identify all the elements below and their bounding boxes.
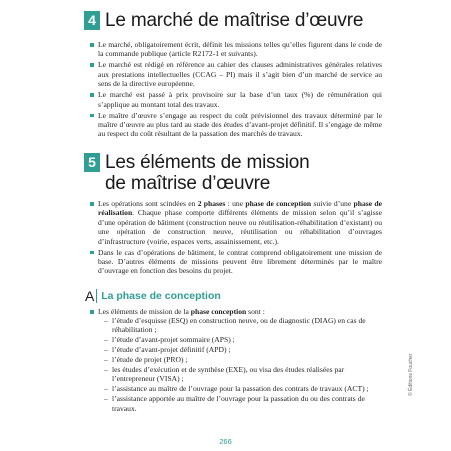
publisher-credit: © Éditions Foucher	[408, 353, 414, 396]
subsection-title: La phase de conception	[101, 290, 221, 302]
list-item: – l’étude de projet (PRO) ;	[104, 355, 379, 364]
section-4-bullet: Le maître d’œuvre s’engage au respect du coût prévisionnel des travaux déterminé par le maître d’œuvre au plus tard au stade des études d’avant-projet définitif. Il s’engage de même au respect du coût résultant de la passation des marchés de travaux.	[90, 111, 382, 139]
section-4-bullet: Le marché, obligatoirement écrit, définit les missions telles qu’elles figurent dans le code de la commande publique (article R2172-1 et suivants).	[90, 40, 382, 59]
conception-elements-list	[104, 316, 379, 414]
bold-text: phase conception	[190, 307, 247, 316]
section-5-title-line2: de maîtrise d’œuvre	[105, 173, 271, 194]
section-4-heading	[84, 10, 363, 31]
section-5-bullet	[90, 199, 382, 246]
bullet-text: sont :	[246, 307, 265, 316]
section-5-title	[105, 152, 310, 194]
bullet-text: : une	[225, 199, 246, 208]
list-item: – l’étude d’esquisse (ESQ) en construction neuve, ou de diagnostic (DIAG) en cas de réhabilitation ;	[104, 316, 379, 335]
section-4-title: Le marché de maîtrise d’œuvre	[105, 10, 364, 31]
section-5-bullet: Dans le cas d’opérations de bâtiment, le contrat comprend obligatoirement une mission de base. D’autres éléments de missions peuvent être librement déterminés par le maître d’ouvrage en fonction des besoins du projet.	[90, 248, 382, 276]
bullet-text: Les éléments de mission de la	[98, 307, 191, 316]
bullet-text: . Chaque phase comporte différents éléments de mission selon qu’il s’agisse d’une opération de bâtiment (construction neuve ou réutilisation-réhabilitation d’existant) ou une opération de construction neuve, réutilisation ou réhabilitation d’ouvrages d’infrastructure (voirie, espaces verts, assainissement, etc.).	[98, 208, 382, 246]
list-item: – l’étude d’avant-projet sommaire (APS) ;	[104, 335, 379, 344]
subsection-a-heading	[85, 289, 221, 303]
bullet-text: suivie d’une	[311, 199, 354, 208]
bold-text: phase de conception	[245, 199, 312, 208]
bold-text: phase de réalisation	[98, 199, 382, 218]
section-5-heading	[84, 152, 310, 194]
list-item: – les études d’exécution et de synthèse (EXE), ou visa des études réalisées par l’entrepreneur (VISA) ;	[104, 365, 379, 384]
bullet-text: Les opérations sont scindées en	[98, 199, 198, 208]
section-4-bullet-list	[90, 40, 382, 140]
list-item: – l’étude d’avant-projet définitif (APD) ;	[104, 345, 379, 354]
subsection-divider	[96, 289, 97, 303]
section-4-bullet: Le marché est passé à prix provisoire sur la base d’un taux (%) de rémunération qui s’applique au montant total des travaux.	[90, 90, 382, 109]
page-number: 266	[219, 437, 232, 446]
subsection-letter: A	[85, 288, 95, 304]
list-item: – l’assistance apportée au maître de l’ouvrage pour la passation du ou des contrats de travaux.	[104, 394, 379, 413]
list-item: – l’assistance au maître de l’ouvrage pour la passation des contrats de travaux (ACT) ;	[104, 384, 379, 393]
subsection-a-intro	[90, 307, 382, 316]
section-5-title-line1: Les éléments de mission	[105, 152, 310, 173]
bold-text: 2 phases	[197, 199, 226, 208]
section-5-bullet-list	[90, 199, 382, 277]
section-4-number-badge: 4	[84, 11, 100, 30]
section-4-bullet: Le marché est rédigé en référence au cahier des clauses administratives générales relatives aux prestations intellectuelles (CCAG – PI) mais il s’agit bien d’un marché de service au sens de la directive européenne.	[90, 60, 382, 88]
section-5-number-badge: 5	[84, 153, 100, 172]
